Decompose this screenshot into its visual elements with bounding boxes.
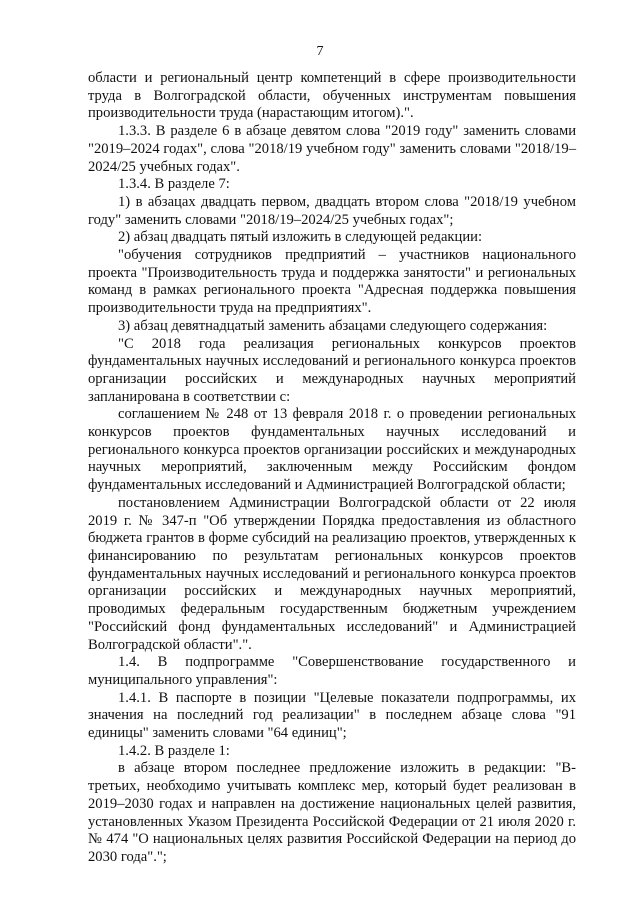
document-body bbox=[88, 70, 576, 867]
paragraph: соглашением № 248 от 13 февраля 2018 г. о проведении региональных конкурсов проектов фундаментальных научных исследований и регионального конкурса проектов организации российских и международных научных мероприятий, заключенным между Российским фондом фундаментальных исследований и Администрацией Волгоградской области; bbox=[88, 406, 576, 494]
paragraph: в абзаце втором последнее предложение изложить в редакции: "В-третьих, необходимо учитывать комплекс мер, который будет реализован в 2019–2030 годах и направлен на достижение национальных целей развития, установленных Указом Президента Российской Федерации от 21 июля 2020 г. № 474 "О национальных целях развития Российской Федерации на период до 2030 года"."; bbox=[88, 760, 576, 865]
paragraph: "С 2018 года реализация региональных конкурсов проектов фундаментальных научных исследований и регионального конкурса проектов организации российских и международных научных мероприятий запланирована в соответствии с: bbox=[88, 335, 576, 405]
page-number: 7 bbox=[316, 44, 324, 59]
paragraph: 1) в абзацах двадцать первом, двадцать втором слова "2018/19 учебном году" заменить словами "2018/19–2024/25 учебных годах"; bbox=[88, 193, 576, 228]
paragraph: области и региональный центр компетенций в сфере производительности труда в Волгоградской области, обученных инструментам повышения производительности труда (нарастающим итогом).". bbox=[88, 70, 576, 122]
paragraph: постановлением Администрации Волгоградской области от 22 июля 2019 г. № 347-п "Об утверждении Порядка предоставления из областного бюджета грантов в форме субсидий на реализацию проектов, утвержденных к финансированию по результатам региональных конкурсов проектов фундаментальных научных исследований и регионального конкурса проектов организации российских и международных научных мероприятий, проводимых федеральным государственным бюджетным учреждением "Российский фонд фундаментальных исследований" и Администрацией Волгоградской области".". bbox=[88, 494, 576, 653]
paragraph: 1.3.4. В разделе 7: bbox=[118, 176, 230, 193]
paragraph: 1.4.1. В паспорте в позиции "Целевые показатели подпрограммы, их значения на последний год реализации" в последнем абзаце слова "91 единицы" заменить словами "64 единиц"; bbox=[88, 689, 576, 742]
paragraph: 1.4.2. В разделе 1: bbox=[118, 742, 230, 759]
paragraph: 3) абзац девятнадцатый заменить абзацами следующего содержания: bbox=[118, 317, 548, 334]
paragraph: "обучения сотрудников предприятий – участников национального проекта "Производительность труда и поддержка занятости" и региональных команд в рамках регионального проекта "Адресная поддержка повышения производительности труда на предприятиях". bbox=[88, 247, 576, 317]
paragraph: 1.4. В подпрограмме "Совершенствование государственного и муниципального управления": bbox=[88, 654, 576, 688]
paragraph: 1.3.3. В разделе 6 в абзаце девятом слова "2019 году" заменить словами "2019–2024 годах", слова "2018/19 учебном году" заменить словами "2018/19–2024/25 учебных годах". bbox=[88, 123, 576, 175]
paragraph: 2) абзац двадцать пятый изложить в следующей редакции: bbox=[118, 229, 482, 246]
